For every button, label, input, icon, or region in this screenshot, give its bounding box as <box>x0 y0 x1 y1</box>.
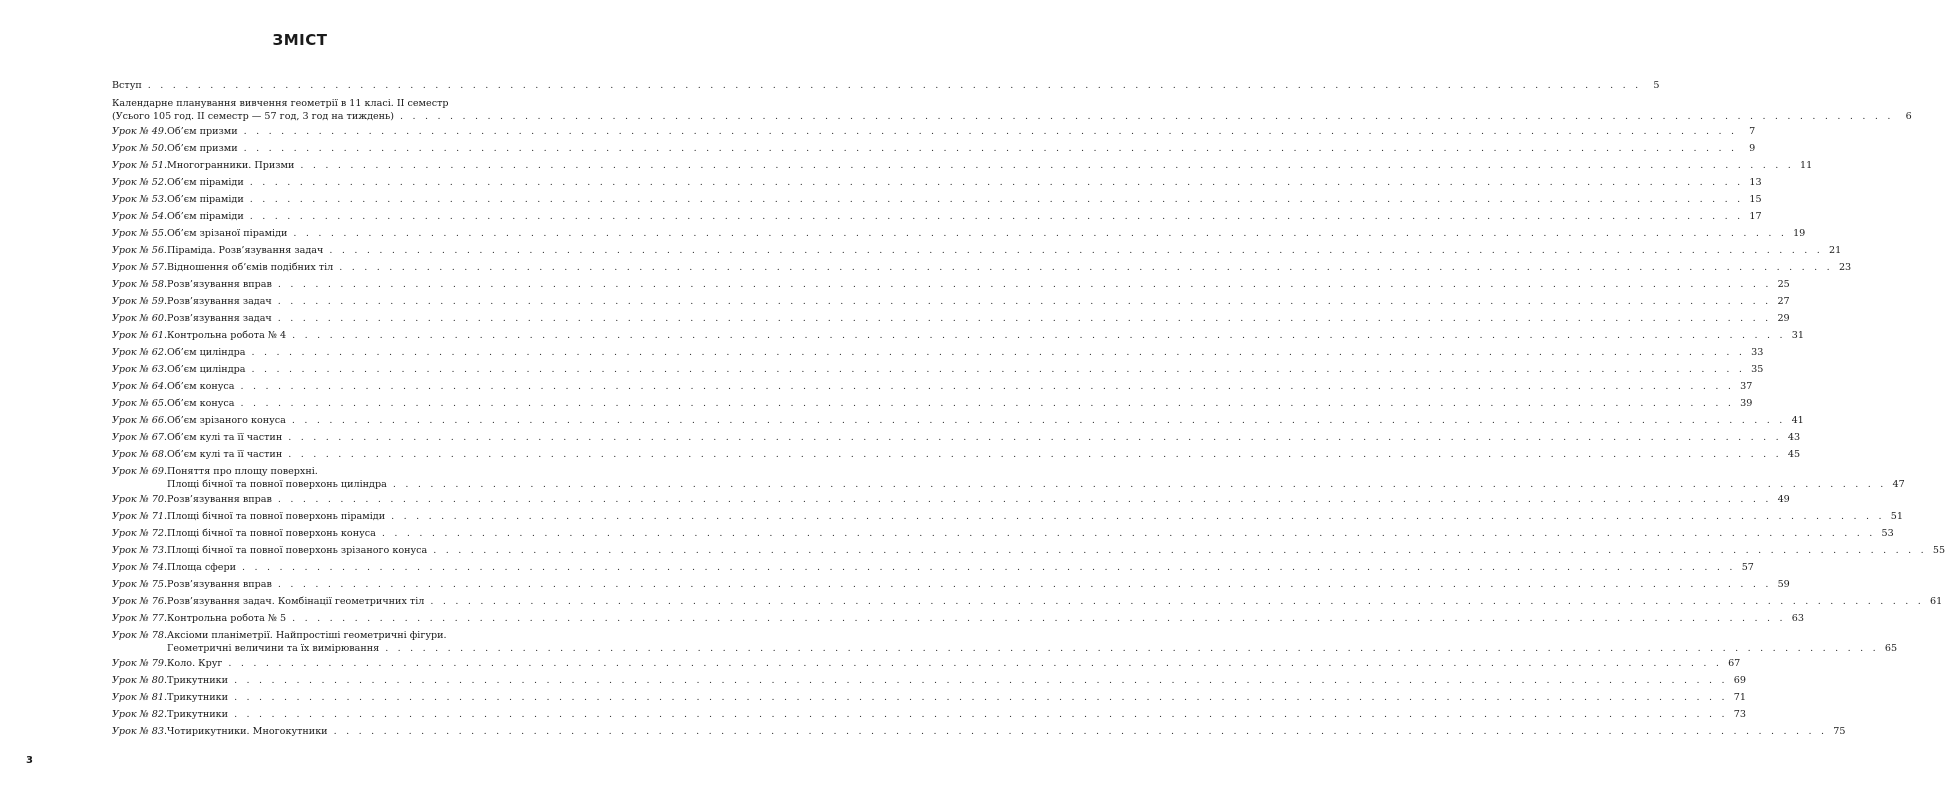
lesson-number: Урок № 60. <box>112 313 168 324</box>
lesson-number: Урок № 59. <box>112 296 168 307</box>
entry-page-number: 17 <box>1749 211 1762 222</box>
dot-leader: . . . . . . . . . . . . . . . . . . . . . . . . . . . . . . . . . . . . . . . . . . . . . . . . . . . . . . . . . . . . . . . . . . . . . . . . . . . . . . . . . . . . . . . . . . . . . . . . . . . . . . . . . . . . . . . . . . . . . . . . <box>234 692 1728 703</box>
entry-title: Об’єм циліндра <box>167 364 246 375</box>
entry-page-number: 55 <box>1932 545 1945 556</box>
dot-leader: . . . . . . . . . . . . . . . . . . . . . . . . . . . . . . . . . . . . . . . . . . . . . . . . . . . . . . . . . . . . . . . . . . . . . . . . . . . . . . . . . . . . . . . . . . . . . . . . . . . . . . . . . . . . . . . . . . . . . . . . <box>277 296 1772 307</box>
toc-entry <box>112 227 1806 240</box>
entry-page-number: 31 <box>1791 330 1804 341</box>
entry-page-number: 69 <box>1733 675 1746 686</box>
entry-page-number: 37 <box>1740 381 1753 392</box>
lesson-number: Урок № 69. <box>112 466 168 477</box>
lesson-number: Урок № 54. <box>112 211 168 222</box>
entry-title: Трикутники <box>167 709 229 720</box>
dot-leader: . . . . . . . . . . . . . . . . . . . . . . . . . . . . . . . . . . . . . . . . . . . . . . . . . . . . . . . . . . . . . . . . . . . . . . . . . . . . . . . . . . . . . . . . . . . . . . . . . . . . . . . . . . . . . . . . . . . . . . . . <box>385 643 1879 654</box>
lesson-number: Урок № 62. <box>112 347 168 358</box>
toc-entry <box>112 329 1804 342</box>
entry-page-number: 75 <box>1833 726 1846 737</box>
toc-entry <box>112 708 1746 721</box>
entry-page-number: 45 <box>1787 449 1801 460</box>
toc-entry <box>112 612 1804 625</box>
dot-leader: . . . . . . . . . . . . . . . . . . . . . . . . . . . . . . . . . . . . . . . . . . . . . . . . . . . . . . . . . . . . . . . . . . . . . . . . . . . . . . . . . . . . . . . . . . . . . . . . . . . . . . . . . . . . . . . . . . . . . . . . <box>240 381 1735 392</box>
entry-title: Розв’язування задач <box>167 313 272 324</box>
entry-title: Об’єм піраміди <box>167 177 244 188</box>
entry-title: Об’єм циліндра <box>167 347 246 358</box>
lesson-number: Урок № 74. <box>112 562 168 573</box>
toc-entry <box>112 510 1903 523</box>
toc-entry <box>112 193 1762 206</box>
entry-page-number: 7 <box>1749 126 1756 137</box>
lesson-number: Урок № 66. <box>112 415 168 426</box>
lesson-number: Урок № 63. <box>112 364 168 375</box>
dot-leader: . . . . . . . . . . . . . . . . . . . . . . . . . . . . . . . . . . . . . . . . . . . . . . . . . . . . . . . . . . . . . . . . . . . . . . . . . . . . . . . . . . . . . . . . . . . . . . . . . . . . . . . . . . . . . . . . . . . . . . . . <box>288 449 1782 460</box>
dot-leader: . . . . . . . . . . . . . . . . . . . . . . . . . . . . . . . . . . . . . . . . . . . . . . . . . . . . . . . . . . . . . . . . . . . . . . . . . . . . . . . . . . . . . . . . . . . . . . . . . . . . . . . . . . . . . . . . . . . . . . . . <box>243 143 1738 154</box>
entry-title: Розв’язування вправ <box>167 579 272 590</box>
entry-title: Площі бічної та повної поверхонь зрізаного конуса <box>167 545 428 556</box>
toc-entry <box>112 629 1898 655</box>
toc-entry <box>112 278 1790 291</box>
dot-leader: . . . . . . . . . . . . . . . . . . . . . . . . . . . . . . . . . . . . . . . . . . . . . . . . . . . . . . . . . . . . . . . . . . . . . . . . . . . . . . . . . . . . . . . . . . . . . . . . . . . . . . . . . . . . . . . . . . . . . . . . <box>300 160 1795 171</box>
entry-page-number: 71 <box>1733 692 1746 703</box>
lesson-number: Урок № 52. <box>112 177 168 188</box>
toc-entry <box>112 691 1746 704</box>
entry-title: Піраміда. Розв’язування задач <box>167 245 324 256</box>
entry-title: Об’єм кулі та її частин <box>167 449 283 460</box>
entry-page-number: 61 <box>1930 596 1943 607</box>
dot-leader: . . . . . . . . . . . . . . . . . . . . . . . . . . . . . . . . . . . . . . . . . . . . . . . . . . . . . . . . . . . . . . . . . . . . . . . . . . . . . . . . . . . . . . . . . . . . . . . . . . . . . . . . . . . . . . . . . . . . . . . . <box>242 562 1736 573</box>
toc-entry <box>112 312 1790 325</box>
dot-leader: . . . . . . . . . . . . . . . . . . . . . . . . . . . . . . . . . . . . . . . . . . . . . . . . . . . . . . . . . . . . . . . . . . . . . . . . . . . . . . . . . . . . . . . . . . . . . . . . . . . . . . . . . . . . . . . . . . . . . . . . <box>249 211 1744 222</box>
dot-leader: . . . . . . . . . . . . . . . . . . . . . . . . . . . . . . . . . . . . . . . . . . . . . . . . . . . . . . . . . . . . . . . . . . . . . . . . . . . . . . . . . . . . . . . . . . . . . . . . . . . . . . . . . . . . . . . . . . . . . . . . <box>277 494 1772 505</box>
lesson-number: Урок № 57. <box>112 262 168 273</box>
lesson-number: Урок № 64. <box>112 381 168 392</box>
toc-entry <box>112 544 1945 557</box>
dot-leader: . . . . . . . . . . . . . . . . . . . . . . . . . . . . . . . . . . . . . . . . . . . . . . . . . . . . . . . . . . . . . . . . . . . . . . . . . . . . . . . . . . . . . . . . . . . . . . . . . . . . . . . . . . . . . . . . . . . . . . . . <box>249 177 1744 188</box>
dot-leader: . . . . . . . . . . . . . . . . . . . . . . . . . . . . . . . . . . . . . . . . . . . . . . . . . . . . . . . . . . . . . . . . . . . . . . . . . . . . . . . . . . . . . . . . . . . . . . . . . . . . . . . . . . . . . . . . . . . . . . . . <box>329 245 1823 256</box>
entry-title: Розв’язування вправ <box>167 279 272 290</box>
lesson-number: Урок № 76. <box>112 596 168 607</box>
dot-leader: . . . . . . . . . . . . . . . . . . . . . . . . . . . . . . . . . . . . . . . . . . . . . . . . . . . . . . . . . . . . . . . . . . . . . . . . . . . . . . . . . . . . . . . . . . . . . . . . . . . . . . . . . . . . . . . . . . . . . . . . <box>234 709 1728 720</box>
dot-leader: . . . . . . . . . . . . . . . . . . . . . . . . . . . . . . . . . . . . . . . . . . . . . . . . . . . . . . . . . . . . . . . . . . . . . . . . . . . . . . . . . . . . . . . . . . . . . . . . . . . . . . . . . . . . . . . . . . . . . . . . <box>277 313 1772 324</box>
dot-leader: . . . . . . . . . . . . . . . . . . . . . . . . . . . . . . . . . . . . . . . . . . . . . . . . . . . . . . . . . . . . . . . . . . . . . . . . . . . . . . . . . . . . . . . . . . . . . . . . . . . . . . . . . . . . . . . . . . . . . . . . <box>391 511 1885 522</box>
lesson-number: Урок № 56. <box>112 245 168 256</box>
entry-title: Контрольна робота № 4 <box>167 330 287 341</box>
dot-leader: . . . . . . . . . . . . . . . . . . . . . . . . . . . . . . . . . . . . . . . . . . . . . . . . . . . . . . . . . . . . . . . . . . . . . . . . . . . . . . . . . . . . . . . . . . . . . . . . . . . . . . . . . . . . . . . . . . . . . . . . <box>433 545 1927 556</box>
dot-leader: . . . . . . . . . . . . . . . . . . . . . . . . . . . . . . . . . . . . . . . . . . . . . . . . . . . . . . . . . . . . . . . . . . . . . . . . . . . . . . . . . . . . . . . . . . . . . . . . . . . . . . . . . . . . . . . . . . . . . . . . <box>291 415 1786 426</box>
dot-leader: . . . . . . . . . . . . . . . . . . . . . . . . . . . . . . . . . . . . . . . . . . . . . . . . . . . . . . . . . . . . . . . . . . . . . . . . . . . . . . . . . . . . . . . . . . . . . . . . . . . . . . . . . . . . . . . . . . . . . . . . <box>288 432 1782 443</box>
entry-title: Об’єм кулі та її частин <box>167 432 283 443</box>
dot-leader: . . . . . . . . . . . . . . . . . . . . . . . . . . . . . . . . . . . . . . . . . . . . . . . . . . . . . . . . . . . . . . . . . . . . . . . . . . . . . . . . . . . . . . . . . . . . . . . . . . . . . . . . . . . . . . . . . . . . . . . . <box>277 579 1772 590</box>
entry-title: Геометричні величини та їх вимірювання <box>167 643 380 654</box>
toc-entry <box>112 578 1790 591</box>
entry-title: Розв’язування задач <box>167 296 272 307</box>
entry-title: Аксіоми планіметрії. Найпростіші геометричні фігури. <box>167 630 447 641</box>
entry-page-number: 25 <box>1777 279 1790 290</box>
toc-entry <box>112 125 1756 138</box>
lesson-number: Урок № 55. <box>112 228 168 239</box>
toc-entry <box>112 210 1762 223</box>
entry-title: Календарне планування вивчення геометрії в 11 класі. ІІ семестр <box>112 98 449 109</box>
entry-title: Об’єм призми <box>167 143 238 154</box>
entry-title: Площа сфери <box>167 562 237 573</box>
toc-entry <box>112 363 1764 376</box>
lesson-number: Урок № 49. <box>112 126 168 137</box>
lesson-number: Урок № 75. <box>112 579 168 590</box>
dot-leader: . . . . . . . . . . . . . . . . . . . . . . . . . . . . . . . . . . . . . . . . . . . . . . . . . . . . . . . . . . . . . . . . . . . . . . . . . . . . . . . . . . . . . . . . . . . . . . . . . . . . . . . . . . . . . . . . . . . . . . . . <box>400 111 1894 122</box>
lesson-number: Урок № 68. <box>112 449 168 460</box>
entry-title: Площі бічної та повної поверхонь конуса <box>167 528 376 539</box>
toc-entry <box>112 159 1813 172</box>
entry-page-number: 57 <box>1741 562 1754 573</box>
lesson-number: Урок № 50. <box>112 143 168 154</box>
entry-page-number: 19 <box>1793 228 1806 239</box>
entry-page-number: 73 <box>1733 709 1746 720</box>
dot-leader: . . . . . . . . . . . . . . . . . . . . . . . . . . . . . . . . . . . . . . . . . . . . . . . . . . . . . . . . . . . . . . . . . . . . . . . . . . . . . . . . . . . . . . . . . . . . . . . . . . . . . . . . . . . . . . . . . . . . . . . . <box>339 262 1833 273</box>
lesson-number: Урок № 79. <box>112 658 168 669</box>
entry-title: Контрольна робота № 5 <box>167 613 287 624</box>
toc-entry <box>112 657 1741 670</box>
lesson-number: Урок № 53. <box>112 194 168 205</box>
lesson-number: Урок № 83. <box>112 726 168 737</box>
toc-entry <box>112 414 1804 427</box>
dot-leader: . . . . . . . . . . . . . . . . . . . . . . . . . . . . . . . . . . . . . . . . . . . . . . . . . . . . . . . . . . . . . . . . . . . . . . . . . . . . . . . . . . . . . . . . . . . . . . . . . . . . . . . . . . . . . . . . . . . . . . . . <box>243 126 1738 137</box>
entry-title: Відношення об’ємів подібних тіл <box>167 262 334 273</box>
entry-title: Об’єм конуса <box>167 398 235 409</box>
toc-entry <box>112 674 1746 687</box>
entry-title: Об’єм піраміди <box>167 211 244 222</box>
entry-page-number: 29 <box>1777 313 1790 324</box>
entry-page-number: 65 <box>1884 643 1898 654</box>
toc-entry <box>112 261 1852 274</box>
toc-entry <box>112 97 1912 123</box>
lesson-number: Урок № 70. <box>112 494 168 505</box>
entry-page-number: 13 <box>1749 177 1762 188</box>
dot-leader: . . . . . . . . . . . . . . . . . . . . . . . . . . . . . . . . . . . . . . . . . . . . . . . . . . . . . . . . . . . . . . . . . . . . . . . . . . . . . . . . . . . . . . . . . . . . . . . . . . . . . . . . . . . . . . . . . . . . . . . . <box>249 194 1744 205</box>
lesson-number: Урок № 73. <box>112 545 168 556</box>
lesson-number: Урок № 80. <box>112 675 168 686</box>
toc-entry <box>112 725 1846 738</box>
toc-entry <box>112 493 1790 506</box>
toc-entry <box>112 527 1894 540</box>
toc-entry <box>112 295 1790 308</box>
lesson-number: Урок № 71. <box>112 511 168 522</box>
lesson-number: Урок № 61. <box>112 330 168 341</box>
entry-page-number: 41 <box>1791 415 1804 426</box>
entry-title: Розв’язування задач. Комбінації геометричних тіл <box>167 596 425 607</box>
entry-page-number: 47 <box>1892 479 1905 490</box>
dot-leader: . . . . . . . . . . . . . . . . . . . . . . . . . . . . . . . . . . . . . . . . . . . . . . . . . . . . . . . . . . . . . . . . . . . . . . . . . . . . . . . . . . . . . . . . . . . . . . . . . . . . . . . . . . . . . . . . . . . . . . . . <box>277 279 1772 290</box>
lesson-number: Урок № 81. <box>112 692 168 703</box>
entry-page-number: 27 <box>1777 296 1790 307</box>
page-number: 3 <box>26 755 33 766</box>
entry-page-number: 21 <box>1829 245 1842 256</box>
dot-leader: . . . . . . . . . . . . . . . . . . . . . . . . . . . . . . . . . . . . . . . . . . . . . . . . . . . . . . . . . . . . . . . . . . . . . . . . . . . . . . . . . . . . . . . . . . . . . . . . . . . . . . . . . . . . . . . . . . . . . . . . <box>234 675 1728 686</box>
entry-page-number: 53 <box>1881 528 1894 539</box>
entry-title: Поняття про площу поверхні. <box>167 466 318 477</box>
dot-leader: . . . . . . . . . . . . . . . . . . . . . . . . . . . . . . . . . . . . . . . . . . . . . . . . . . . . . . . . . . . . . . . . . . . . . . . . . . . . . . . . . . . . . . . . . . . . . . . . . . . . . . . . . . . . . . . . . . . . . . . . <box>292 613 1786 624</box>
dot-leader: . . . . . . . . . . . . . . . . . . . . . . . . . . . . . . . . . . . . . . . . . . . . . . . . . . . . . . . . . . . . . . . . . . . . . . . . . . . . . . . . . . . . . . . . . . . . . . . . . . . . . . . . . . . . . . . . . . . . . . . . <box>392 479 1887 490</box>
entry-title: Многогранники. Призми <box>167 160 295 171</box>
lesson-number: Урок № 51. <box>112 160 168 171</box>
entry-title: Площі бічної та повної поверхонь піраміди <box>167 511 386 522</box>
toc-entry <box>112 142 1756 155</box>
dot-leader: . . . . . . . . . . . . . . . . . . . . . . . . . . . . . . . . . . . . . . . . . . . . . . . . . . . . . . . . . . . . . . . . . . . . . . . . . . . . . . . . . . . . . . . . . . . . . . . . . . . . . . . . . . . . . . . . . . . . . . . . <box>251 347 1746 358</box>
entry-page-number: 11 <box>1800 160 1813 171</box>
toc-entry <box>112 397 1753 410</box>
entry-title: Об’єм зрізаного конуса <box>167 415 286 426</box>
toc-entry <box>112 431 1801 444</box>
entry-page-number: 59 <box>1777 579 1790 590</box>
dot-leader: . . . . . . . . . . . . . . . . . . . . . . . . . . . . . . . . . . . . . . . . . . . . . . . . . . . . . . . . . . . . . . . . . . . . . . . . . . . . . . . . . . . . . . . . . . . . . . . . . . . . . . . . . . . . . . . . . . . . . . . . <box>147 80 1642 91</box>
entry-page-number: 67 <box>1728 658 1741 669</box>
dot-leader: . . . . . . . . . . . . . . . . . . . . . . . . . . . . . . . . . . . . . . . . . . . . . . . . . . . . . . . . . . . . . . . . . . . . . . . . . . . . . . . . . . . . . . . . . . . . . . . . . . . . . . . . . . . . . . . . . . . . . . . . <box>292 330 1786 341</box>
lesson-number: Урок № 67. <box>112 432 168 443</box>
toc-entry <box>112 346 1764 359</box>
entry-title: Площі бічної та повної поверхонь циліндра <box>167 479 387 490</box>
entry-page-number: 15 <box>1749 194 1762 205</box>
entry-page-number: 6 <box>1905 111 1912 122</box>
lesson-number: Урок № 58. <box>112 279 168 290</box>
entry-title: Трикутники <box>167 675 229 686</box>
entry-title: Чотирикутники. Многокутники <box>167 726 328 737</box>
lesson-number: Урок № 65. <box>112 398 168 409</box>
dot-leader: . . . . . . . . . . . . . . . . . . . . . . . . . . . . . . . . . . . . . . . . . . . . . . . . . . . . . . . . . . . . . . . . . . . . . . . . . . . . . . . . . . . . . . . . . . . . . . . . . . . . . . . . . . . . . . . . . . . . . . . . <box>293 228 1788 239</box>
dot-leader: . . . . . . . . . . . . . . . . . . . . . . . . . . . . . . . . . . . . . . . . . . . . . . . . . . . . . . . . . . . . . . . . . . . . . . . . . . . . . . . . . . . . . . . . . . . . . . . . . . . . . . . . . . . . . . . . . . . . . . . . <box>430 596 1925 607</box>
lesson-number: Урок № 77. <box>112 613 168 624</box>
lesson-number: Урок № 78. <box>112 630 168 641</box>
entry-title: Об’єм зрізаної піраміди <box>167 228 288 239</box>
dot-leader: . . . . . . . . . . . . . . . . . . . . . . . . . . . . . . . . . . . . . . . . . . . . . . . . . . . . . . . . . . . . . . . . . . . . . . . . . . . . . . . . . . . . . . . . . . . . . . . . . . . . . . . . . . . . . . . . . . . . . . . . <box>251 364 1746 375</box>
entry-page-number: 5 <box>1653 80 1660 91</box>
dot-leader: . . . . . . . . . . . . . . . . . . . . . . . . . . . . . . . . . . . . . . . . . . . . . . . . . . . . . . . . . . . . . . . . . . . . . . . . . . . . . . . . . . . . . . . . . . . . . . . . . . . . . . . . . . . . . . . . . . . . . . . . <box>381 528 1876 539</box>
entry-title: (Усього 105 год. ІІ семестр — 57 год, 3 год на тиждень) <box>112 111 395 122</box>
lesson-number: Урок № 82. <box>112 709 168 720</box>
entry-title: Вступ <box>112 80 142 91</box>
toc-entry <box>112 595 1943 608</box>
toc-entry <box>112 79 1660 92</box>
entry-page-number: 9 <box>1749 143 1756 154</box>
entry-page-number: 35 <box>1751 364 1764 375</box>
entry-page-number: 39 <box>1740 398 1753 409</box>
entry-page-number: 51 <box>1890 511 1903 522</box>
dot-leader: . . . . . . . . . . . . . . . . . . . . . . . . . . . . . . . . . . . . . . . . . . . . . . . . . . . . . . . . . . . . . . . . . . . . . . . . . . . . . . . . . . . . . . . . . . . . . . . . . . . . . . . . . . . . . . . . . . . . . . . . <box>240 398 1735 409</box>
lesson-number: Урок № 72. <box>112 528 168 539</box>
toc-entry <box>112 380 1753 393</box>
entry-title: Коло. Круг <box>167 658 223 669</box>
entry-title: Об’єм призми <box>167 126 238 137</box>
entry-title: Розв’язування вправ <box>167 494 272 505</box>
dot-leader: . . . . . . . . . . . . . . . . . . . . . . . . . . . . . . . . . . . . . . . . . . . . . . . . . . . . . . . . . . . . . . . . . . . . . . . . . . . . . . . . . . . . . . . . . . . . . . . . . . . . . . . . . . . . . . . . . . . . . . . . <box>228 658 1723 669</box>
toc-entry <box>112 176 1762 189</box>
page-title: ЗМІСТ <box>272 31 328 49</box>
entry-page-number: 33 <box>1751 347 1764 358</box>
entry-page-number: 43 <box>1787 432 1801 443</box>
toc-entry <box>112 465 1905 491</box>
entry-title: Об’єм конуса <box>167 381 235 392</box>
toc-entry <box>112 448 1801 461</box>
toc-entry <box>112 561 1754 574</box>
entry-title: Об’єм піраміди <box>167 194 244 205</box>
dot-leader: . . . . . . . . . . . . . . . . . . . . . . . . . . . . . . . . . . . . . . . . . . . . . . . . . . . . . . . . . . . . . . . . . . . . . . . . . . . . . . . . . . . . . . . . . . . . . . . . . . . . . . . . . . . . . . . . . . . . . . . . <box>333 726 1828 737</box>
toc-entry <box>112 244 1842 257</box>
entry-title: Трикутники <box>167 692 229 703</box>
entry-page-number: 23 <box>1838 262 1852 273</box>
entry-page-number: 49 <box>1777 494 1790 505</box>
entry-page-number: 63 <box>1791 613 1804 624</box>
